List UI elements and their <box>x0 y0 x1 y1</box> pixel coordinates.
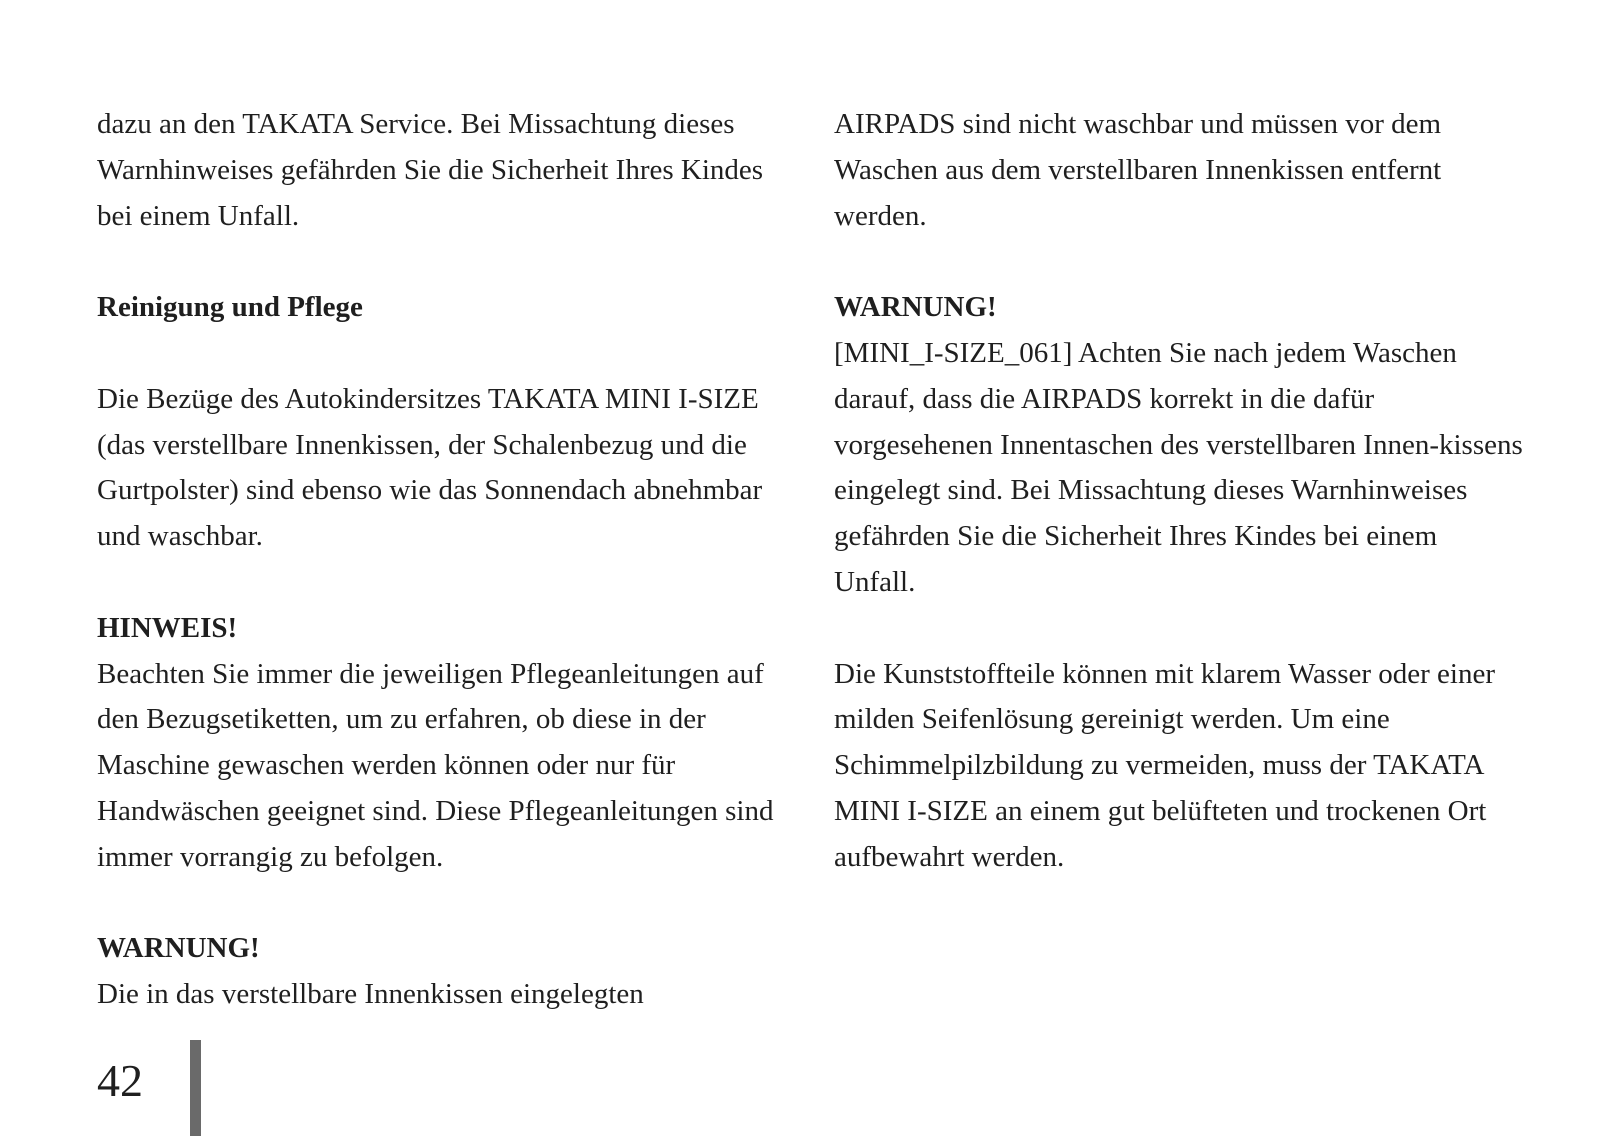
spacer <box>834 606 1524 652</box>
warning-continuation-paragraph: AIRPADS sind nicht waschbar und müssen vor dem Waschen aus dem verstellbaren Innenkissen entfernt werden. <box>834 108 1442 232</box>
spacer <box>834 239 1524 285</box>
plastic-parts-paragraph: Die Kunststoffteile können mit klarem Wasser oder einer milden Seifenlösung gereinigt werden. Um eine Schimmelpilzbildung zu vermeiden, muss der TAKATA MINI I-SIZE an einem gut belüfteten und trockenen Ort aufbewahrt werden. <box>834 657 1495 873</box>
page-number: 42 <box>97 1055 143 1106</box>
warning-paragraph: [MINI_I-SIZE_061] Achten Sie nach jedem Waschen darauf, dass die AIRPADS korrekt in die dafür vorgesehenen Innentaschen des verstellbaren Innen-kissens eingelegt sind. Bei Missachtung dieses Warnhinweises gefährden Sie die Sicherheit Ihres Kindes bei einem Unfall. <box>834 336 1523 598</box>
spacer <box>97 560 787 606</box>
note-paragraph: Beachten Sie immer die jeweiligen Pflegeanleitungen auf den Bezugsetiketten, um zu erfahren, ob diese in der Maschine gewaschen werden können oder nur für Handwäschen geeignet sind. Diese Pflegeanleitungen sind immer vorrangig zu befolgen. <box>97 657 774 873</box>
spacer <box>97 239 787 285</box>
spacer <box>97 881 787 927</box>
warning-paragraph-start: Die in das verstellbare Innenkissen eingelegten <box>97 978 644 1011</box>
section-title: Reinigung und Pflege <box>97 291 363 324</box>
right-column <box>834 102 1524 881</box>
covers-paragraph: Die Bezüge des Autokindersitzes TAKATA MINI I-SIZE (das verstellbare Innenkissen, der Schalenbezug und die Gurtpolster) sind ebenso wie das Sonnendach abnehmbar und waschbar. <box>97 382 763 553</box>
note-heading: HINWEIS! <box>97 611 238 644</box>
page-number-bar <box>190 1040 201 1136</box>
warning-heading: WARNUNG! <box>97 932 260 965</box>
left-column <box>97 102 787 1018</box>
intro-paragraph: dazu an den TAKATA Service. Bei Missachtung dieses Warnhinweises gefährden Sie die Sicherheit Ihres Kindes bei einem Unfall. <box>97 108 764 232</box>
warning-heading: WARNUNG! <box>834 291 997 324</box>
spacer <box>97 331 787 377</box>
